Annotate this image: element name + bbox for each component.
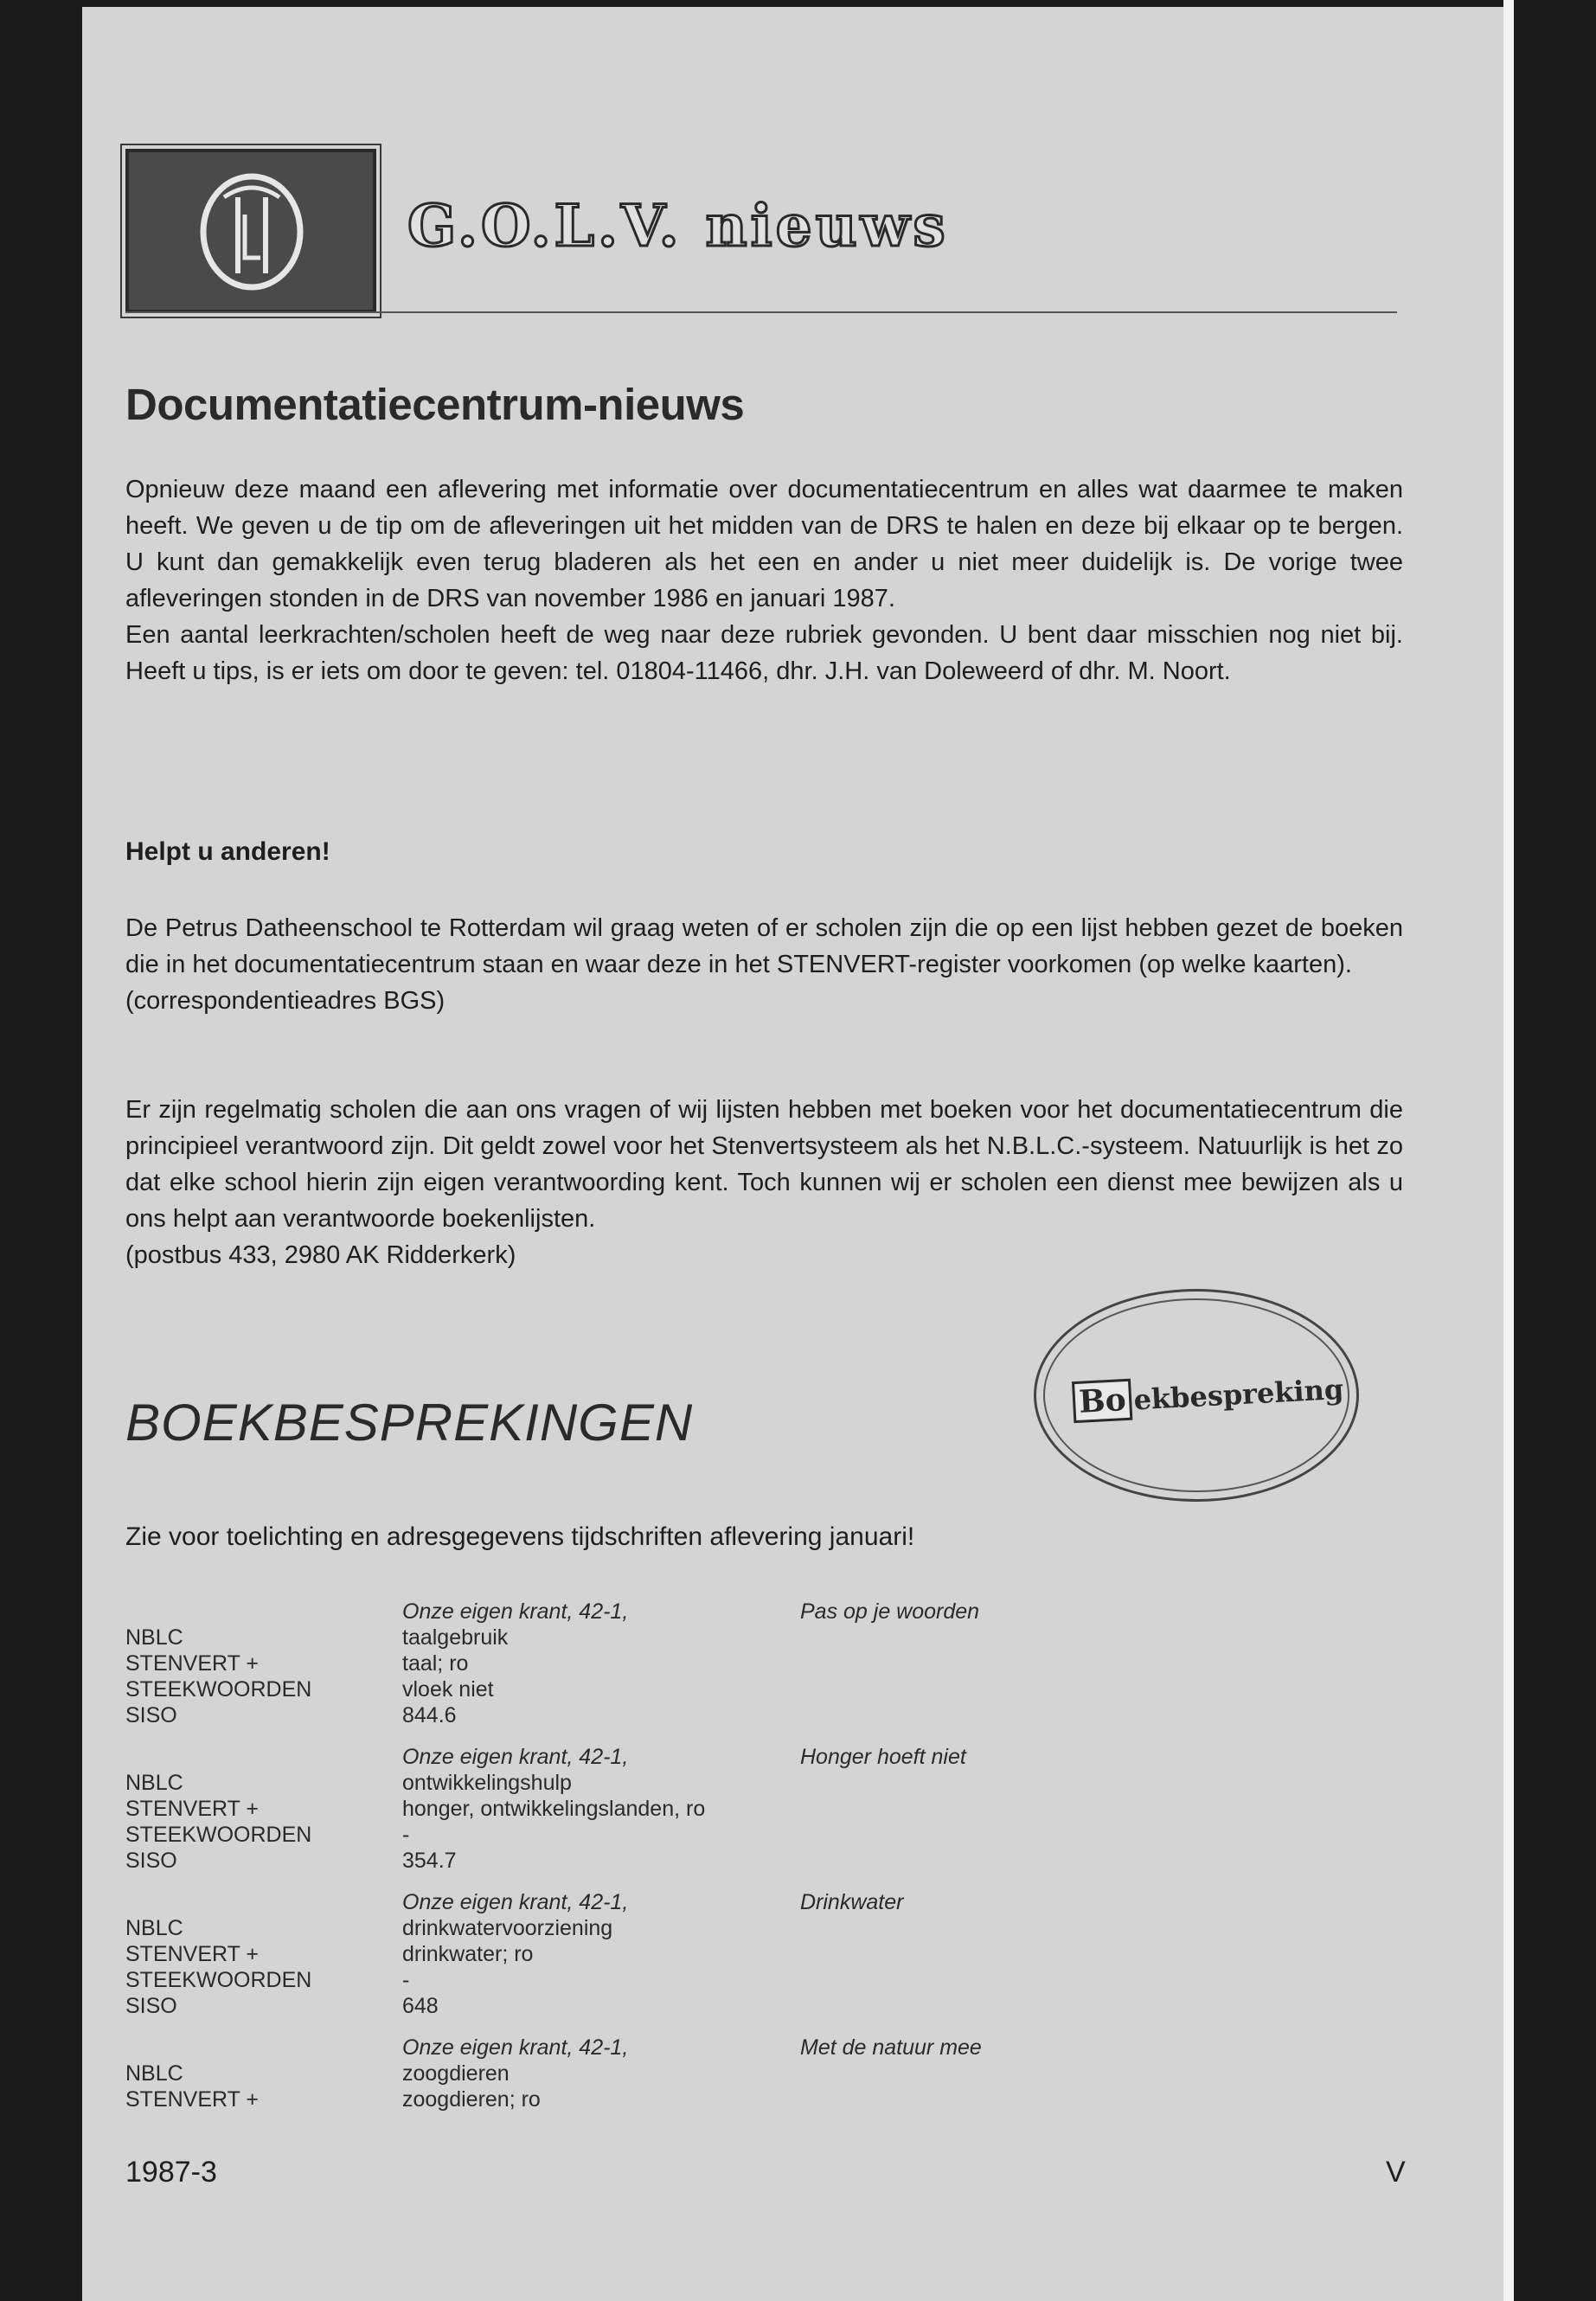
- boekbesprekingen-title: BOEKBESPREKINGEN: [125, 1394, 694, 1452]
- entry-labels: [125, 1625, 385, 1728]
- entry-source: Onze eigen krant, 42-1,: [402, 1599, 629, 1624]
- detail-line: ontwikkelingshulp: [402, 1771, 572, 1795]
- logo-box: [125, 149, 376, 313]
- subheading: Helpt u anderen!: [125, 837, 330, 866]
- label-line: STEEKWOORDEN: [125, 1968, 312, 1992]
- stamp-cap: Bo: [1072, 1379, 1133, 1424]
- stamp-rest: ekbespreking: [1132, 1372, 1345, 1417]
- entry-source: Onze eigen krant, 42-1,: [402, 1745, 629, 1769]
- page-edge: [1503, 0, 1514, 2301]
- review-entry: [125, 1744, 1163, 1889]
- section-title: Documentatiecentrum-nieuws: [125, 380, 745, 429]
- lists-text: [125, 1092, 1403, 1273]
- detail-line: taal; ro: [402, 1651, 469, 1676]
- label-line: NBLC: [125, 1771, 183, 1795]
- label-line: STEEKWOORDEN: [125, 1823, 312, 1847]
- entry-source: Onze eigen krant, 42-1,: [402, 1890, 629, 1914]
- label-line: STENVERT +: [125, 1942, 259, 1966]
- label-line: NBLC: [125, 2061, 183, 2086]
- intro-paragraph-1: Opnieuw deze maand een aflevering met informatie over documentatiecentrum en alles wat daarmee te maken heeft. We geven u de tip om de afleveringen uit het midden van de DRS te halen en deze bij elkaar op te bergen. U kunt dan gemakkelijk even terug bladeren als het een en ander u niet meer duidelijk is. De vorige twee afleveringen stonden in de DRS van november 1986 en januari 1987.: [125, 476, 1403, 612]
- detail-line: 844.6: [402, 1703, 457, 1727]
- entry-title: Honger hoeft niet: [800, 1745, 966, 1769]
- lists-paragraph-2: (postbus 433, 2980 AK Ridderkerk): [125, 1241, 516, 1269]
- label-line: STEEKWOORDEN: [125, 1677, 312, 1702]
- detail-line: taalgebruik: [402, 1625, 509, 1650]
- lists-paragraph-1: Er zijn regelmatig scholen die aan ons vragen of wij lijsten hebben met boeken voor het documentatiecentrum die principieel verantwoord zijn. Dit geldt zowel voor het Stenvertsysteem als het N.B.L.C.-systeem. Natuurlijk is het zo dat elke school hierin zijn eigen verantwoording kent. Toch kunnen wij er scholen een dienst mee bewijzen als u ons helpt aan verantwoorde boekenlijsten.: [125, 1096, 1403, 1233]
- boekbespreking-stamp: [1034, 1289, 1359, 1502]
- review-entries: [125, 1599, 1163, 2180]
- entry-labels: [125, 2061, 385, 2112]
- review-entry: [125, 1889, 1163, 2035]
- label-line: SISO: [125, 1849, 177, 1873]
- boek-intro: Zie voor toelichting en adresgegevens tijdschriften aflevering januari!: [125, 1522, 915, 1551]
- entry-details: [402, 1889, 774, 2019]
- entry-source: Onze eigen krant, 42-1,: [402, 2035, 629, 2060]
- help-paragraph-2: (correspondentieadres BGS): [125, 987, 445, 1015]
- label-line: NBLC: [125, 1625, 183, 1650]
- entry-title: Met de natuur mee: [800, 2035, 982, 2060]
- review-entry: [125, 1599, 1163, 1744]
- label-line: STENVERT +: [125, 2087, 259, 2112]
- entry-details: [402, 1599, 774, 1728]
- detail-line: vloek niet: [402, 1677, 494, 1702]
- entry-details: [402, 2035, 774, 2112]
- detail-line: zoogdieren; ro: [402, 2087, 541, 2112]
- masthead-title: G.O.L.V. nieuws: [407, 192, 949, 260]
- detail-line: -: [402, 1968, 410, 1992]
- help-paragraph-1: De Petrus Datheenschool te Rotterdam wil graag weten of er scholen zijn die op een lijst hebben gezet de boeken die in het documentatiecentrum staan en waar deze in het STENVERT-register voorkomen (op welke kaarten).: [125, 914, 1403, 978]
- golv-logo-icon: [198, 171, 305, 292]
- detail-line: 648: [402, 1994, 439, 2018]
- entry-labels: [125, 1915, 385, 2019]
- entry-labels: [125, 1770, 385, 1874]
- label-line: STENVERT +: [125, 1797, 259, 1821]
- detail-line: drinkwatervoorziening: [402, 1916, 613, 1940]
- detail-line: 354.7: [402, 1849, 457, 1873]
- label-line: SISO: [125, 1703, 177, 1727]
- intro-paragraph-2: Een aantal leerkrachten/scholen heeft de weg naar deze rubriek gevonden. U bent daar misschien nog niet bij. Heeft u tips, is er iets om door te geven: tel. 01804-11466, dhr. J.H. van Doleweerd of dhr. M. Noort.: [125, 621, 1403, 685]
- detail-line: zoogdieren: [402, 2061, 510, 2086]
- label-line: SISO: [125, 1994, 177, 2018]
- entry-title: Pas op je woorden: [800, 1599, 980, 1624]
- masthead: [125, 149, 1397, 322]
- detail-line: honger, ontwikkelingslanden, ro: [402, 1797, 706, 1821]
- page-number: V: [1386, 2156, 1406, 2189]
- detail-line: drinkwater; ro: [402, 1942, 534, 1966]
- detail-line: -: [402, 1823, 410, 1847]
- entry-title: Drinkwater: [800, 1890, 904, 1914]
- review-entry: [125, 2035, 1163, 2180]
- label-line: STENVERT +: [125, 1651, 259, 1676]
- label-line: NBLC: [125, 1916, 183, 1940]
- entry-details: [402, 1744, 774, 1874]
- issue-number: 1987-3: [125, 2156, 217, 2189]
- masthead-rule: [125, 311, 1397, 313]
- help-text: [125, 910, 1403, 1019]
- intro-text: [125, 471, 1403, 689]
